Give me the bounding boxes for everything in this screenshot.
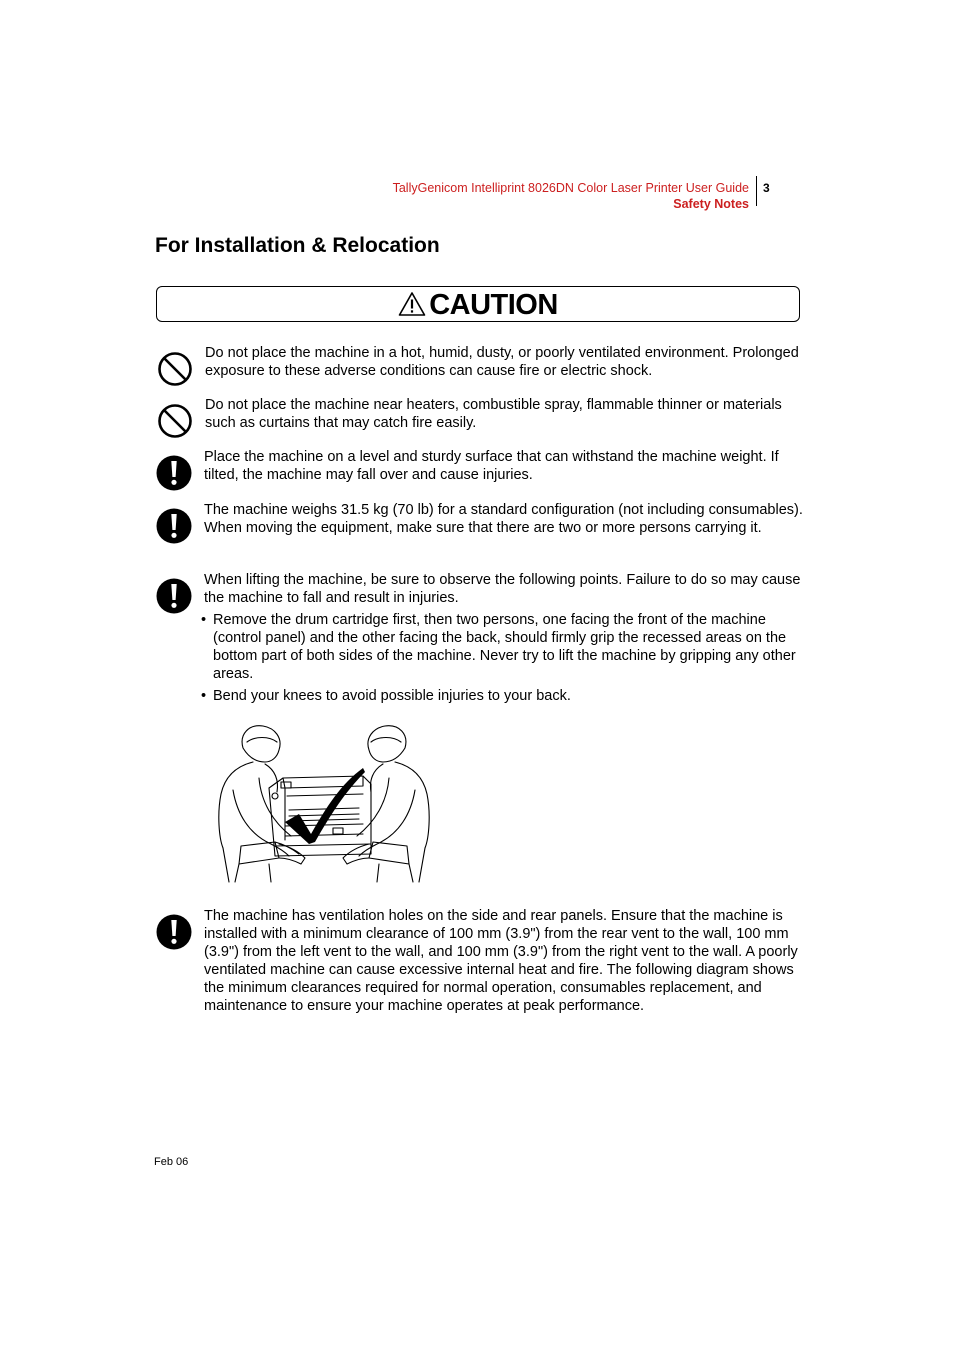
footer-date: Feb 06 — [154, 1156, 189, 1168]
caution-item-text: Do not place the machine in a hot, humid, dusty, or poorly ventilated environment. Prolonged exposure to these adverse conditions can cause fire or electric shock. — [205, 345, 799, 379]
section-name: Safety Notes — [673, 197, 749, 211]
caution-label: CAUTION — [429, 288, 558, 321]
lifting-bullet-list — [201, 611, 801, 705]
caution-item-text: The machine weighs 31.5 kg (70 lb) for a standard configuration (not including consumables). When moving the equipment, make sure that there are two or more persons carrying it. — [204, 502, 803, 536]
page-number: 3 — [763, 181, 770, 195]
exclamation-icon — [156, 914, 192, 950]
warning-triangle-icon — [398, 291, 426, 317]
exclamation-icon — [156, 508, 192, 544]
exclamation-icon — [156, 455, 192, 491]
caution-item-text: The machine has ventilation holes on the side and rear panels. Ensure that the machine is installed with a minimum clearance of 100 mm (3.9") from the rear vent to the wall, 100 mm (3.9") from the left vent to the wall, and 100 mm (3.9") from the right vent to the wall. A poorly ventilated machine can cause excessive internal heat and fire. The following diagram shows the minimum clearances required for normal operation, consumables replacement, and maintenance to ensure your machine operates at peak performance. — [204, 908, 798, 1014]
prohibition-icon — [157, 351, 193, 387]
caution-item-text: Do not place the machine near heaters, combustible spray, flammable thinner or materials such as curtains that may catch fire easily. — [205, 397, 782, 431]
caution-item-text: When lifting the machine, be sure to observe the following points. Failure to do so may cause the machine to fall and result in injuries. — [204, 572, 801, 606]
exclamation-icon — [156, 578, 192, 614]
two-persons-lifting-printer-illustration — [213, 718, 435, 886]
guide-title: TallyGenicom Intelliprint 8026DN Color Laser Printer User Guide — [392, 181, 749, 195]
caution-item-text: Place the machine on a level and sturdy surface that can withstand the machine weight. If tilted, the machine may fall over and cause injuries. — [204, 449, 779, 483]
header-divider — [756, 176, 757, 206]
page-title: For Installation & Relocation — [155, 234, 440, 257]
list-item: • Bend your knees to avoid possible injuries to your back. — [201, 688, 571, 704]
caution-banner — [156, 286, 800, 322]
prohibition-icon — [157, 403, 193, 439]
list-item: • Remove the drum cartridge first, then two persons, one facing the front of the machine (control panel) and the other facing the back, should firmly grip the recessed areas on the bottom part of both sides of the machine. Never try to lift the machine by gripping any other areas. — [201, 612, 796, 682]
